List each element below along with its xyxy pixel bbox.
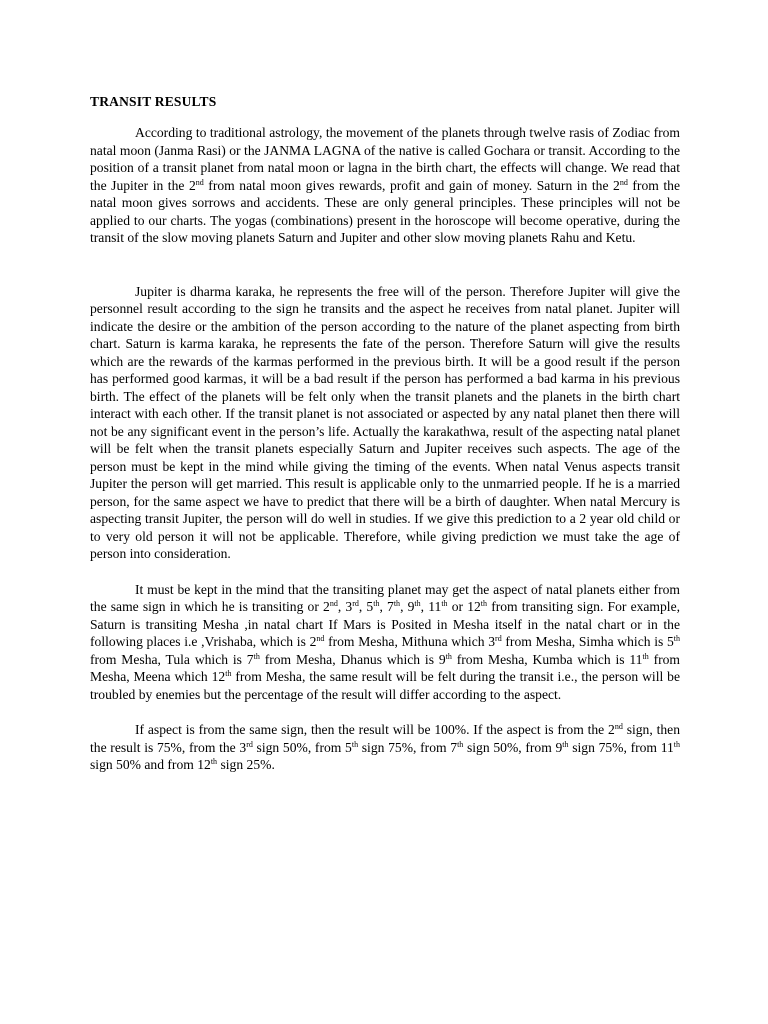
text-run: from Mesha, Kumba which is 11: [451, 651, 643, 667]
text-run: , 7: [379, 599, 394, 614]
text-run: sign 25%.: [217, 757, 275, 772]
ordinal-suffix: nd: [614, 722, 623, 731]
text-run: from Mesha, Simha which is 5: [501, 634, 674, 649]
ordinal-suffix: th: [562, 739, 569, 749]
text-run: According to traditional astrology, the movement of the planets through twelve rasis of Zodiac from natal moon (Janma Rasi) or the JANMA LAGNA of the native is called Gochara or transit. According to the position of a transit planet from natal moon or lagna in the birth chart, the effects will change. We read that the Jupiter in the 2: [90, 125, 680, 193]
text-run: , 11: [420, 599, 442, 614]
text-run: from natal moon gives rewards, profit and gain of money. Saturn in the 2: [203, 177, 620, 193]
paragraph-aspect-positions: [90, 581, 680, 704]
ordinal-suffix: th: [673, 739, 681, 749]
text-run: Jupiter is dharma karaka, he represents the free will of the person. Therefore Jupiter will give the personnel result according to the sign he transits and the aspect he receives from natal planet. Jupiter will indicate the desire or the ambition of the person according to the nature of the planet aspecting from birth chart. Saturn is karma karaka, he represents the fate of the person. Therefore Saturn will give the results which are the rewards of the karmas performed in the previous birth. It will be a good result if the person has performed good karmas, it will be a bad result if the person has performed a bad karma in his previous birth. The effect of the planets will be felt only when the transit planets and the planets in the birth chart interact with each other. If the transit planet is not associated or aspected by any natal planet then there will not be any significant event in the person’s life. Actually the karakathwa, result of the aspecting natal planet will be felt when the transit planets especially Saturn and Jupiter receives such aspects. The age of the person must be kept in the mind while giving the timing of the events. When natal Venus aspects transit Jupiter the person will get married. This result is applicable only to the unmarried people. If he is a married person, for the same aspect we have to predict that there will be a birth of daughter. When natal Mercury is aspecting transit Jupiter, the person will do well in studies. If we give this prediction to a 2 year old child or to very old person it will not be applicable. Therefore, while giving prediction we must take the age of person into consideration.: [90, 283, 680, 561]
text-run: sign 50%, from 5: [252, 739, 352, 755]
text-run: from Mesha, Meena which 12: [90, 651, 680, 684]
text-run: If aspect is from the same sign, then the result will be 100%. If the aspect is from the 2: [135, 722, 615, 737]
text-run: sign 50% and from 12: [90, 757, 211, 772]
text-run: from the natal moon gives sorrows and accidents. These are only general principles. These principles will not be applied to our charts. The yogas (combinations) present in the horoscope will become operative, during the transit of the slow moving planets Saturn and Jupiter and other slow moving planets Rahu and Ketu.: [90, 177, 680, 245]
paragraph-gochara-intro: [90, 124, 680, 247]
page-title: TRANSIT RESULTS: [90, 94, 217, 109]
ordinal-suffix: th: [225, 669, 232, 678]
text-run: or 12: [447, 599, 481, 614]
ordinal-suffix: th: [441, 599, 448, 608]
paragraph-jupiter-saturn-karaka: [90, 283, 680, 563]
ordinal-suffix: th: [414, 599, 421, 608]
text-run: , 5: [358, 599, 374, 614]
ordinal-suffix: rd: [495, 634, 502, 643]
ordinal-suffix: th: [480, 599, 488, 608]
ordinal-suffix: rd: [352, 599, 359, 608]
ordinal-suffix: th: [210, 757, 218, 766]
ordinal-suffix: nd: [619, 177, 628, 187]
text-run: sign 75%, from 11: [568, 739, 674, 755]
ordinal-suffix: th: [253, 651, 260, 661]
text-run: It must be kept in the mind that the transiting planet may get the aspect of natal planets either from the same sign in which he is transiting or 2: [90, 581, 680, 614]
text-run: sign, then the result is 75%, from the 3: [90, 722, 680, 755]
text-run: sign 75%, from 7: [358, 739, 458, 755]
text-run: , 3: [337, 599, 353, 614]
ordinal-suffix: th: [351, 739, 359, 749]
ordinal-suffix: th: [457, 739, 464, 749]
ordinal-suffix: nd: [316, 634, 325, 643]
ordinal-suffix: nd: [329, 599, 338, 608]
paragraph-aspect-percentages: [90, 721, 680, 774]
text-run: from Mesha, Mithuna which 3: [324, 634, 496, 649]
ordinal-suffix: th: [393, 599, 401, 608]
text-run: from Mesha, Dhanus which is 9: [259, 651, 446, 667]
ordinal-suffix: nd: [195, 177, 204, 187]
text-run: , 9: [400, 599, 415, 614]
ordinal-suffix: th: [673, 634, 681, 643]
text-run: sign 50%, from 9: [463, 739, 563, 755]
ordinal-suffix: rd: [246, 739, 253, 749]
ordinal-suffix: th: [642, 651, 649, 661]
text-run: from Mesha, Tula which is 7: [90, 651, 254, 667]
ordinal-suffix: th: [373, 599, 380, 608]
text-run: from Mesha, the same result will be felt during the transit i.e., the person will be troubled by enemies but the percentage of the result will differ according to the aspect.: [90, 669, 680, 702]
ordinal-suffix: th: [445, 651, 452, 661]
text-run: from transiting sign. For example, Saturn is transiting Mesha ,in natal chart If Mars is Posited in Mesha itself in the natal chart or in the following places i.e ,Vrishaba, which is 2: [90, 599, 681, 649]
